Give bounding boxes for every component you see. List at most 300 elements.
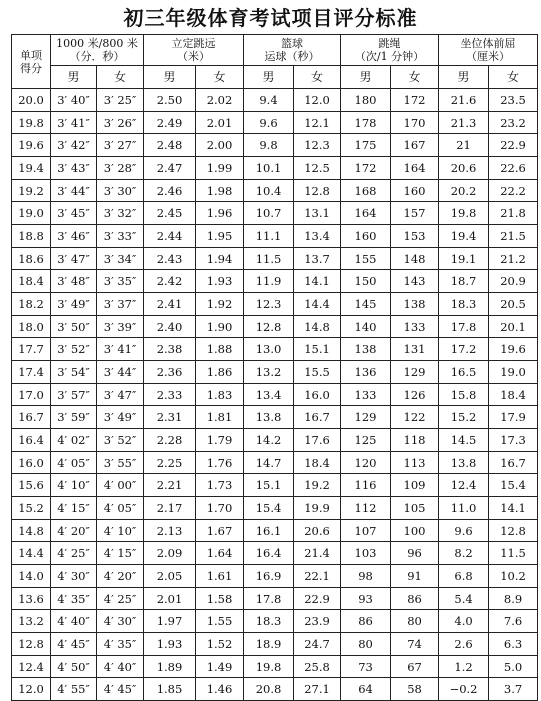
value-cell: 16.1: [244, 519, 294, 542]
value-cell: 8.9: [489, 587, 538, 610]
score-cell: 18.4: [12, 270, 51, 293]
value-cell: 118: [391, 429, 439, 452]
value-cell: 19.8: [244, 655, 294, 678]
score-cell: 19.2: [12, 179, 51, 202]
value-cell: 19.2: [294, 474, 341, 497]
value-cell: 21.2: [489, 247, 538, 270]
value-cell: 19.8: [439, 202, 489, 225]
value-cell: 4′ 02″: [51, 429, 97, 452]
value-cell: 1.73: [196, 474, 244, 497]
value-cell: 129: [391, 361, 439, 384]
score-cell: 19.0: [12, 202, 51, 225]
value-cell: 3′ 27″: [97, 134, 144, 157]
header-male: 男: [341, 66, 391, 89]
value-cell: 16.5: [439, 361, 489, 384]
value-cell: 9.6: [439, 519, 489, 542]
header-male: 男: [51, 66, 97, 89]
value-cell: 112: [341, 497, 391, 520]
value-cell: 15.8: [439, 383, 489, 406]
value-cell: 18.4: [489, 383, 538, 406]
value-cell: 145: [341, 293, 391, 316]
value-cell: 3′ 52″: [97, 429, 144, 452]
value-cell: 1.2: [439, 655, 489, 678]
value-cell: 17.9: [489, 406, 538, 429]
value-cell: 18.3: [244, 610, 294, 633]
value-cell: 74: [391, 633, 439, 656]
value-cell: 2.13: [144, 519, 196, 542]
value-cell: 3′ 45″: [51, 202, 97, 225]
value-cell: 4′ 20″: [97, 565, 144, 588]
value-cell: 86: [341, 610, 391, 633]
value-cell: 2.00: [196, 134, 244, 157]
value-cell: 116: [341, 474, 391, 497]
value-cell: 3′ 41″: [51, 111, 97, 134]
value-cell: 4′ 50″: [51, 655, 97, 678]
value-cell: 100: [391, 519, 439, 542]
value-cell: 18.4: [294, 451, 341, 474]
value-cell: 19.6: [489, 338, 538, 361]
value-cell: 6.8: [439, 565, 489, 588]
table-row: [12, 406, 538, 429]
value-cell: 164: [341, 202, 391, 225]
value-cell: 11.5: [489, 542, 538, 565]
value-cell: 2.33: [144, 383, 196, 406]
value-cell: 17.8: [439, 315, 489, 338]
value-cell: 2.43: [144, 247, 196, 270]
value-cell: 2.02: [196, 89, 244, 112]
score-cell: 17.7: [12, 338, 51, 361]
value-cell: 3′ 46″: [51, 225, 97, 248]
value-cell: 1.49: [196, 655, 244, 678]
value-cell: 1.64: [196, 542, 244, 565]
value-cell: 2.01: [196, 111, 244, 134]
value-cell: 2.36: [144, 361, 196, 384]
score-cell: 14.8: [12, 519, 51, 542]
header-female: 女: [489, 66, 538, 89]
value-cell: 12.5: [294, 157, 341, 180]
value-cell: 150: [341, 270, 391, 293]
value-cell: 4′ 25″: [97, 587, 144, 610]
table-row: [12, 633, 538, 656]
value-cell: 3′ 57″: [51, 383, 97, 406]
value-cell: 15.4: [489, 474, 538, 497]
value-cell: 12.4: [439, 474, 489, 497]
value-cell: 3′ 44″: [51, 179, 97, 202]
value-cell: 4′ 10″: [97, 519, 144, 542]
value-cell: 14.8: [294, 315, 341, 338]
score-cell: 18.0: [12, 315, 51, 338]
value-cell: 16.7: [294, 406, 341, 429]
score-cell: 16.7: [12, 406, 51, 429]
page-title: 初三年级体育考试项目评分标准: [123, 6, 418, 30]
value-cell: 21: [439, 134, 489, 157]
value-cell: 138: [341, 338, 391, 361]
value-cell: 2.6: [439, 633, 489, 656]
value-cell: 22.1: [294, 565, 341, 588]
value-cell: 105: [391, 497, 439, 520]
value-cell: 3.7: [489, 678, 538, 701]
value-cell: 96: [391, 542, 439, 565]
value-cell: 2.50: [144, 89, 196, 112]
value-cell: 9.6: [244, 111, 294, 134]
value-cell: 143: [391, 270, 439, 293]
value-cell: 4′ 25″: [51, 542, 97, 565]
value-cell: 15.2: [439, 406, 489, 429]
value-cell: 19.0: [489, 361, 538, 384]
value-cell: 1.88: [196, 338, 244, 361]
value-cell: 3′ 41″: [97, 338, 144, 361]
value-cell: 1.55: [196, 610, 244, 633]
value-cell: −0.2: [439, 678, 489, 701]
header-male: 男: [244, 66, 294, 89]
value-cell: 11.0: [439, 497, 489, 520]
value-cell: 16.7: [489, 451, 538, 474]
value-cell: 11.5: [244, 247, 294, 270]
value-cell: 21.6: [439, 89, 489, 112]
header-female: 女: [196, 66, 244, 89]
value-cell: 11.9: [244, 270, 294, 293]
value-cell: 3′ 32″: [97, 202, 144, 225]
value-cell: 3′ 42″: [51, 134, 97, 157]
value-cell: 17.8: [244, 587, 294, 610]
value-cell: 19.9: [294, 497, 341, 520]
value-cell: 1.95: [196, 225, 244, 248]
value-cell: 4′ 55″: [51, 678, 97, 701]
value-cell: 20.1: [489, 315, 538, 338]
value-cell: 157: [391, 202, 439, 225]
value-cell: 107: [341, 519, 391, 542]
value-cell: 136: [341, 361, 391, 384]
value-cell: 1.97: [144, 610, 196, 633]
value-cell: 3′ 48″: [51, 270, 97, 293]
value-cell: 129: [341, 406, 391, 429]
value-cell: 12.8: [294, 179, 341, 202]
value-cell: 67: [391, 655, 439, 678]
table-row: [12, 293, 538, 316]
value-cell: 1.70: [196, 497, 244, 520]
value-cell: 21.5: [489, 225, 538, 248]
table-row: [12, 338, 538, 361]
table-row: [12, 111, 538, 134]
value-cell: 148: [391, 247, 439, 270]
table-row: [12, 315, 538, 338]
value-cell: 23.9: [294, 610, 341, 633]
value-cell: 14.5: [439, 429, 489, 452]
value-cell: 20.6: [439, 157, 489, 180]
value-cell: 2.01: [144, 587, 196, 610]
value-cell: 98: [341, 565, 391, 588]
value-cell: 1.67: [196, 519, 244, 542]
value-cell: 23.5: [489, 89, 538, 112]
value-cell: 22.9: [294, 587, 341, 610]
value-cell: 178: [341, 111, 391, 134]
value-cell: 3′ 39″: [97, 315, 144, 338]
value-cell: 12.1: [294, 111, 341, 134]
header-run: 1000 米/800 米 （分．秒）: [51, 35, 144, 66]
value-cell: 6.3: [489, 633, 538, 656]
value-cell: 120: [341, 451, 391, 474]
value-cell: 172: [341, 157, 391, 180]
value-cell: 80: [391, 610, 439, 633]
value-cell: 3′ 26″: [97, 111, 144, 134]
value-cell: 21.4: [294, 542, 341, 565]
value-cell: 21.3: [439, 111, 489, 134]
value-cell: 1.90: [196, 315, 244, 338]
table-row: [12, 89, 538, 112]
value-cell: 12.3: [244, 293, 294, 316]
value-cell: 1.89: [144, 655, 196, 678]
value-cell: 1.81: [196, 406, 244, 429]
value-cell: 109: [391, 474, 439, 497]
value-cell: 4′ 10″: [51, 474, 97, 497]
value-cell: 14.2: [244, 429, 294, 452]
value-cell: 17.3: [489, 429, 538, 452]
value-cell: 1.94: [196, 247, 244, 270]
header-male: 男: [439, 66, 489, 89]
value-cell: 14.7: [244, 451, 294, 474]
value-cell: 1.86: [196, 361, 244, 384]
value-cell: 138: [391, 293, 439, 316]
table-row: [12, 270, 538, 293]
value-cell: 140: [341, 315, 391, 338]
header-female: 女: [97, 66, 144, 89]
value-cell: 22.9: [489, 134, 538, 157]
value-cell: 1.76: [196, 451, 244, 474]
value-cell: 19.1: [439, 247, 489, 270]
score-cell: 20.0: [12, 89, 51, 112]
value-cell: 18.7: [439, 270, 489, 293]
value-cell: 3′ 55″: [97, 451, 144, 474]
value-cell: 64: [341, 678, 391, 701]
value-cell: 13.8: [439, 451, 489, 474]
table-row: [12, 429, 538, 452]
value-cell: 3′ 34″: [97, 247, 144, 270]
score-cell: 13.6: [12, 587, 51, 610]
value-cell: 16.0: [294, 383, 341, 406]
table-row: [12, 542, 538, 565]
value-cell: 131: [391, 338, 439, 361]
value-cell: 73: [341, 655, 391, 678]
score-cell: 14.0: [12, 565, 51, 588]
value-cell: 80: [341, 633, 391, 656]
value-cell: 2.09: [144, 542, 196, 565]
value-cell: 3′ 50″: [51, 315, 97, 338]
score-standard-table: [11, 34, 538, 701]
value-cell: 9.4: [244, 89, 294, 112]
value-cell: 3′ 40″: [51, 89, 97, 112]
value-cell: 155: [341, 247, 391, 270]
value-cell: 4′ 15″: [97, 542, 144, 565]
value-cell: 20.2: [439, 179, 489, 202]
value-cell: 3′ 49″: [97, 406, 144, 429]
value-cell: 18.9: [244, 633, 294, 656]
value-cell: 10.7: [244, 202, 294, 225]
value-cell: 15.1: [244, 474, 294, 497]
value-cell: 170: [391, 111, 439, 134]
value-cell: 2.05: [144, 565, 196, 588]
value-cell: 93: [341, 587, 391, 610]
value-cell: 4′ 15″: [51, 497, 97, 520]
value-cell: 2.45: [144, 202, 196, 225]
value-cell: 3′ 44″: [97, 361, 144, 384]
value-cell: 2.17: [144, 497, 196, 520]
header-jump: 立定跳远 （米）: [144, 35, 244, 66]
value-cell: 2.28: [144, 429, 196, 452]
value-cell: 3′ 49″: [51, 293, 97, 316]
value-cell: 3′ 30″: [97, 179, 144, 202]
value-cell: 14.4: [294, 293, 341, 316]
table-row: [12, 497, 538, 520]
value-cell: 126: [391, 383, 439, 406]
value-cell: 20.9: [489, 270, 538, 293]
value-cell: 3′ 54″: [51, 361, 97, 384]
score-cell: 19.6: [12, 134, 51, 157]
table-row: [12, 157, 538, 180]
value-cell: 175: [341, 134, 391, 157]
value-cell: 4′ 45″: [97, 678, 144, 701]
value-cell: 1.96: [196, 202, 244, 225]
table-row: [12, 451, 538, 474]
value-cell: 153: [391, 225, 439, 248]
value-cell: 22.2: [489, 179, 538, 202]
table-row: [12, 179, 538, 202]
table-row: [12, 247, 538, 270]
table-row: [12, 474, 538, 497]
header-male: 男: [144, 66, 196, 89]
value-cell: 13.4: [294, 225, 341, 248]
value-cell: 13.2: [244, 361, 294, 384]
table-row: [12, 361, 538, 384]
value-cell: 58: [391, 678, 439, 701]
score-cell: 12.4: [12, 655, 51, 678]
value-cell: 21.8: [489, 202, 538, 225]
table-row: [12, 565, 538, 588]
value-cell: 27.1: [294, 678, 341, 701]
value-cell: 3′ 37″: [97, 293, 144, 316]
value-cell: 4′ 20″: [51, 519, 97, 542]
value-cell: 133: [391, 315, 439, 338]
value-cell: 14.1: [489, 497, 538, 520]
value-cell: 4′ 45″: [51, 633, 97, 656]
header-basketball: 篮球 运球（秒）: [244, 35, 341, 66]
score-cell: 13.2: [12, 610, 51, 633]
value-cell: 4′ 35″: [51, 587, 97, 610]
value-cell: 4′ 40″: [97, 655, 144, 678]
table-row: [12, 678, 538, 701]
value-cell: 20.6: [294, 519, 341, 542]
value-cell: 4′ 40″: [51, 610, 97, 633]
value-cell: 2.40: [144, 315, 196, 338]
value-cell: 3′ 33″: [97, 225, 144, 248]
value-cell: 8.2: [439, 542, 489, 565]
value-cell: 3′ 47″: [51, 247, 97, 270]
value-cell: 86: [391, 587, 439, 610]
value-cell: 13.7: [294, 247, 341, 270]
value-cell: 11.1: [244, 225, 294, 248]
value-cell: 13.4: [244, 383, 294, 406]
score-cell: 16.4: [12, 429, 51, 452]
value-cell: 23.2: [489, 111, 538, 134]
value-cell: 10.4: [244, 179, 294, 202]
score-cell: 15.6: [12, 474, 51, 497]
table-row: [12, 519, 538, 542]
value-cell: 15.4: [244, 497, 294, 520]
value-cell: 133: [341, 383, 391, 406]
table-row: [12, 383, 538, 406]
value-cell: 13.1: [294, 202, 341, 225]
value-cell: 7.6: [489, 610, 538, 633]
score-cell: 19.8: [12, 111, 51, 134]
value-cell: 4′ 05″: [51, 451, 97, 474]
table-row: [12, 610, 538, 633]
value-cell: 1.93: [144, 633, 196, 656]
value-cell: 4′ 00″: [97, 474, 144, 497]
value-cell: 1.61: [196, 565, 244, 588]
score-cell: 16.0: [12, 451, 51, 474]
score-cell: 12.8: [12, 633, 51, 656]
value-cell: 2.25: [144, 451, 196, 474]
value-cell: 4.0: [439, 610, 489, 633]
value-cell: 12.0: [294, 89, 341, 112]
value-cell: 16.9: [244, 565, 294, 588]
table-row: [12, 655, 538, 678]
score-cell: 14.4: [12, 542, 51, 565]
value-cell: 1.52: [196, 633, 244, 656]
value-cell: 3′ 52″: [51, 338, 97, 361]
value-cell: 9.8: [244, 134, 294, 157]
value-cell: 2.49: [144, 111, 196, 134]
value-cell: 15.1: [294, 338, 341, 361]
value-cell: 172: [391, 89, 439, 112]
value-cell: 2.48: [144, 134, 196, 157]
score-cell: 15.2: [12, 497, 51, 520]
value-cell: 10.1: [244, 157, 294, 180]
value-cell: 1.79: [196, 429, 244, 452]
value-cell: 168: [341, 179, 391, 202]
value-cell: 91: [391, 565, 439, 588]
value-cell: 103: [341, 542, 391, 565]
value-cell: 2.31: [144, 406, 196, 429]
header-score: 单项 得分: [12, 35, 51, 89]
value-cell: 160: [341, 225, 391, 248]
value-cell: 1.99: [196, 157, 244, 180]
value-cell: 17.6: [294, 429, 341, 452]
score-cell: 17.0: [12, 383, 51, 406]
value-cell: 1.93: [196, 270, 244, 293]
value-cell: 167: [391, 134, 439, 157]
value-cell: 12.3: [294, 134, 341, 157]
value-cell: 18.3: [439, 293, 489, 316]
value-cell: 5.0: [489, 655, 538, 678]
value-cell: 24.7: [294, 633, 341, 656]
value-cell: 4′ 30″: [97, 610, 144, 633]
value-cell: 22.6: [489, 157, 538, 180]
table-row: [12, 202, 538, 225]
value-cell: 10.2: [489, 565, 538, 588]
score-cell: 18.8: [12, 225, 51, 248]
value-cell: 125: [341, 429, 391, 452]
value-cell: 3′ 59″: [51, 406, 97, 429]
table-row: [12, 134, 538, 157]
value-cell: 4′ 30″: [51, 565, 97, 588]
value-cell: 19.4: [439, 225, 489, 248]
value-cell: 13.0: [244, 338, 294, 361]
value-cell: 1.92: [196, 293, 244, 316]
value-cell: 3′ 43″: [51, 157, 97, 180]
value-cell: 5.4: [439, 587, 489, 610]
header-sitreach: 坐位体前屈 （厘米）: [439, 35, 538, 66]
value-cell: 25.8: [294, 655, 341, 678]
